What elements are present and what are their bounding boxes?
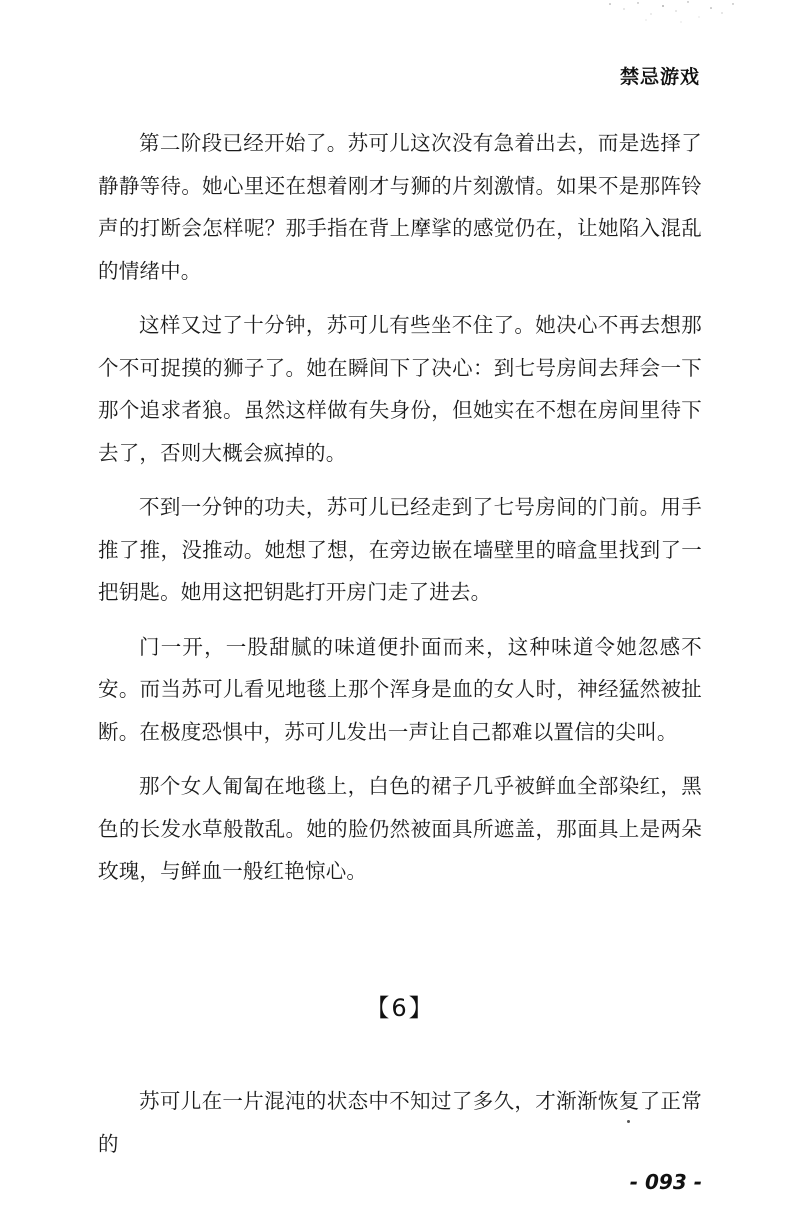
paragraph: 不到一分钟的功夫，苏可儿已经走到了七号房间的门前。用手推了推，没推动。她想了想，在旁边嵌在墙壁里的暗盒里找到了一把钥匙。她用这把钥匙打开房门走了进去。: [98, 495, 702, 604]
paragraph: 苏可儿在一片混沌的状态中不知过了多久，才渐渐恢复了正常的: [98, 1089, 702, 1156]
body-text: [98, 122, 702, 905]
scan-dot: [627, 1120, 630, 1123]
paragraph: 第二阶段已经开始了。苏可儿这次没有急着出去，而是选择了静静等待。她心里还在想着刚才与狮的片刻激情。如果不是那阵铃声的打断会怎样呢？那手指在背上摩挲的感觉仍在，让她陷入混乱的情绪中。: [98, 131, 702, 283]
section-heading: 【6】: [365, 994, 435, 1022]
paragraph: 那个女人匍匐在地毯上，白色的裙子几乎被鲜血全部染红，黑色的长发水草般散乱。她的脸仍然被面具所遮盖，那面具上是两朵玫瑰，与鲜血一般红艳惊心。: [98, 774, 702, 883]
section-body: [98, 1080, 702, 1177]
scan-speckles: [580, 0, 800, 40]
paragraph: 这样又过了十分钟，苏可儿有些坐不住了。她决心不再去想那个不可捉摸的狮子了。她在瞬间下了决心：到七号房间去拜会一下那个追求者狼。虽然这样做有失身份，但她实在不想在房间里待下去了，否则大概会疯掉的。: [98, 313, 702, 465]
running-header-book-title: 禁忌游戏: [619, 66, 700, 88]
paragraph: 门一开，一股甜腻的味道便扑面而来，这种味道令她忽感不安。而当苏可儿看见地毯上那个浑身是血的女人时，神经猛然被扯断。在极度恐惧中，苏可儿发出一声让自己都难以置信的尖叫。: [98, 634, 702, 744]
page-number: - 093 -: [629, 1170, 702, 1194]
